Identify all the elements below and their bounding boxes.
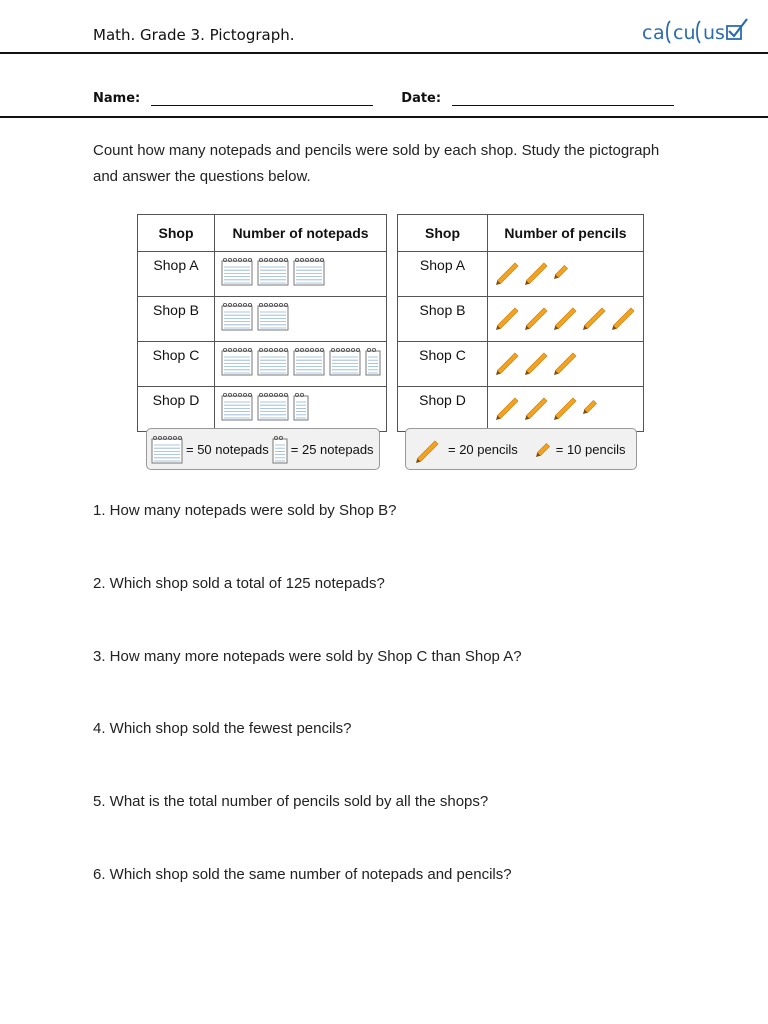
name-field[interactable] <box>151 93 373 106</box>
shop-label: Shop D <box>138 387 215 432</box>
pencil-icon <box>494 390 526 422</box>
table-row <box>138 342 387 387</box>
table-row <box>138 387 387 432</box>
pencil-symbols <box>494 297 643 335</box>
notepad-key <box>146 428 380 470</box>
pencil-symbols <box>494 252 643 290</box>
notepad-icon <box>257 301 289 331</box>
svg-text:us: us <box>703 22 725 44</box>
pencil-icon <box>494 345 526 377</box>
notepad-symbols <box>221 252 386 290</box>
pencil-icon <box>581 300 613 332</box>
notepad-symbols <box>221 297 386 335</box>
notepad-icon <box>221 256 253 286</box>
pencils-pictograph <box>397 214 644 432</box>
notepad-icon <box>221 346 253 376</box>
svg-text:ca: ca <box>642 22 666 44</box>
half-notepad-icon <box>293 391 309 421</box>
notepad-icon <box>257 391 289 421</box>
notepad-icon <box>257 346 289 376</box>
half-pencil-icon <box>534 439 554 459</box>
pencil-icon <box>494 255 526 287</box>
notepad-symbols <box>221 342 386 380</box>
student-info-row <box>93 91 674 106</box>
pencil-icon <box>494 300 526 332</box>
info-divider <box>0 116 768 118</box>
pencil-key <box>405 428 637 470</box>
half-pencil-icon <box>552 261 572 281</box>
table-row <box>398 297 644 342</box>
pencil-icon <box>414 433 446 465</box>
question-6: 6. Which shop sold the same number of notepads and pencils? <box>93 866 512 883</box>
instructions: Count how many notepads and pencils were sold by each shop. Study the pictograph and answer the questions below. <box>93 142 660 185</box>
notepads-col-count: Number of notepads <box>215 215 387 252</box>
shop-label: Shop C <box>398 342 488 387</box>
pencil-half-key-label: = 10 pencils <box>555 441 626 457</box>
half-notepad-icon <box>365 346 381 376</box>
pencil-icon <box>523 255 555 287</box>
pencil-icon <box>552 345 584 377</box>
notepad-symbols <box>221 387 386 425</box>
shop-label: Shop C <box>138 342 215 387</box>
pencil-icon <box>552 300 584 332</box>
calculus-logo <box>640 15 752 47</box>
pencil-icon <box>552 390 584 422</box>
half-pencil-icon <box>581 396 601 416</box>
shop-label: Shop B <box>398 297 488 342</box>
notepad-full-key-label: = 50 notepads <box>186 441 269 457</box>
table-row <box>398 387 644 432</box>
shop-label: Shop A <box>398 252 488 297</box>
question-5: 5. What is the total number of pencils sold by all the shops? <box>93 793 489 810</box>
date-label: Date: <box>401 91 442 106</box>
notepad-icon <box>151 434 183 464</box>
pencils-col-count: Number of pencils <box>488 215 644 252</box>
header-divider <box>0 52 768 54</box>
pencil-icon <box>610 300 642 332</box>
question-2: 2. Which shop sold a total of 125 notepads? <box>93 575 385 592</box>
shop-label: Shop D <box>398 387 488 432</box>
table-row <box>398 252 644 297</box>
pencil-full-key-label: = 20 pencils <box>448 441 518 457</box>
question-3: 3. How many more notepads were sold by Shop C than Shop A? <box>93 648 522 665</box>
notepad-icon <box>293 256 325 286</box>
pencil-symbols <box>494 342 643 380</box>
notepad-icon <box>221 391 253 421</box>
date-field[interactable] <box>452 93 674 106</box>
pencil-symbols <box>494 387 643 425</box>
notepad-icon <box>221 301 253 331</box>
svg-text:cu: cu <box>673 22 696 44</box>
notepad-half-key-label: = 25 notepads <box>290 441 374 457</box>
notepad-icon <box>293 346 325 376</box>
notepads-pictograph <box>137 214 387 432</box>
pencils-col-shop: Shop <box>398 215 488 252</box>
name-label: Name: <box>93 91 141 106</box>
table-row <box>398 342 644 387</box>
question-1: 1. How many notepads were sold by Shop B? <box>93 502 397 519</box>
pencil-icon <box>523 390 555 422</box>
pencil-icon <box>523 345 555 377</box>
table-row <box>138 252 387 297</box>
shop-label: Shop B <box>138 297 215 342</box>
table-row <box>138 297 387 342</box>
shop-label: Shop A <box>138 252 215 297</box>
question-4: 4. Which shop sold the fewest pencils? <box>93 720 352 737</box>
notepad-icon <box>329 346 361 376</box>
pencil-icon <box>523 300 555 332</box>
worksheet-title: Math. Grade 3. Pictograph. <box>93 26 295 44</box>
half-notepad-icon <box>272 434 288 464</box>
notepad-icon <box>257 256 289 286</box>
notepads-col-shop: Shop <box>138 215 215 252</box>
